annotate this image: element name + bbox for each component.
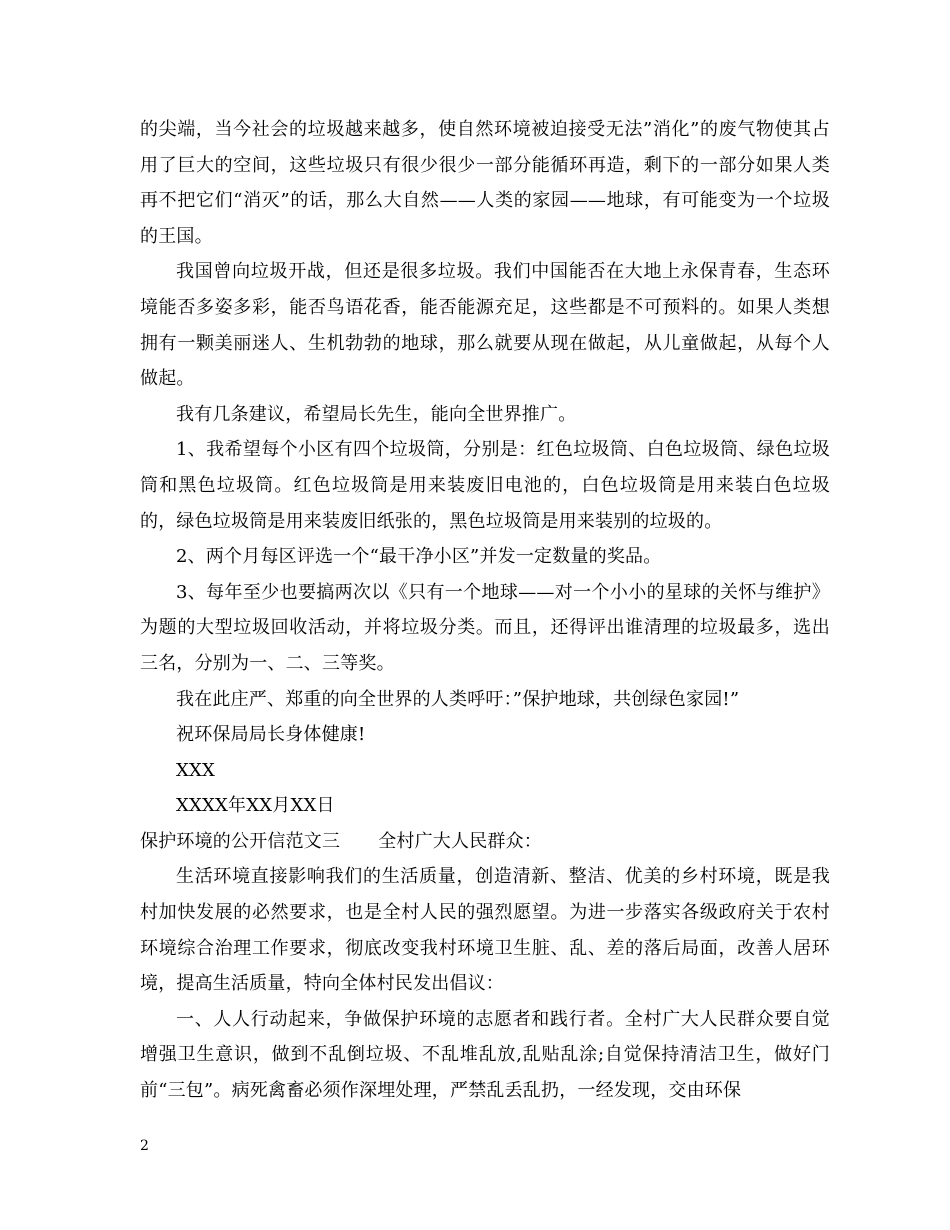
salutation: 全村广大人民群众： [378,830,543,852]
closing-wish: 祝环保局局长身体健康! [176,724,366,746]
signature-name: XXX [176,759,216,781]
paragraph: 3、每年至少也要搞两次以《只有一个地球——对一个小小的星球的关怀与维护》为题的大型垃圾回收活动，并将垃圾分类。而且，还得评出谁清理的垃圾最多，选出三名，分别为一、二、三等奖。 [140,581,830,674]
section-title: 保护环境的公开信范文三 [140,830,341,852]
paragraph: 我国曾向垃圾开战，但还是很多垃圾。我们中国能否在大地上永保青春，生态环境能否多姿多彩，能否鸟语花香，能否能源充足，这些都是不可预料的。如果人类想拥有一颗美丽迷人、生机勃勃的地球，那么就要从现在做起，从儿童做起，从每个人做起。 [140,261,830,390]
paragraph: 我在此庄严、郑重的向全世界的人类呼吁：”保护地球，共创绿色家园!” [176,688,740,710]
signature-date: XXXX年XX月XX日 [176,795,335,817]
paragraph: 我有几条建议，希望局长先生，能向全世界推广。 [176,403,577,425]
section-heading-line [140,824,830,860]
paragraph: 生活环境直接影响我们的生活质量，创造清新、整洁、优美的乡村环境，既是我村加快发展的必然要求，也是全村人民的强烈愿望。为进一步落实各级政府关于农村环境综合治理工作要求，彻底改变我村环境卫生脏、乱、差的落后局面，改善人居环境，提高生活质量，特向全体村民发出倡议： [140,866,830,995]
paragraph: 一、人人行动起来，争做保护环境的志愿者和践行者。全村广大人民群众要自觉增强卫生意识，做到不乱倒垃圾、不乱堆乱放,乱贴乱涂;自觉保持清洁卫生，做好门前“三包”。病死禽畜必须作深埋处理，严禁乱丢乱扔，一经发现，交由环保 [140,1008,830,1102]
page-number: 2 [140,1138,149,1154]
paragraph: 2、两个月每区评选一个“最干净小区”并发一定数量的奖品。 [176,546,662,568]
paragraph: 的尖端，当今社会的垃圾越来越多，使自然环境被迫接受无法”消化”的废气物使其占用了巨大的空间，这些垃圾只有很少很少一部分能循环再造，剩下的一部分如果人类再不把它们“消灭”的话，那么大自然——人类的家园——地球，有可能变为一个垃圾的王国。 [140,119,830,247]
paragraph: 1、我希望每个小区有四个垃圾筒，分别是：红色垃圾筒、白色垃圾筒、绿色垃圾筒和黑色垃圾筒。红色垃圾筒是用来装废旧电池的，白色垃圾筒是用来装白色垃圾的，绿色垃圾筒是用来装废旧纸张的，黑色垃圾筒是用来装别的垃圾的。 [140,439,830,532]
document-body [140,112,830,1109]
